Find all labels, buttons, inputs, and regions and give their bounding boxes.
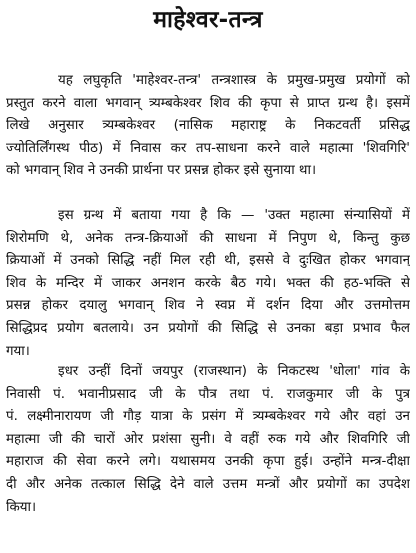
paragraph-line: ज्योतिर्लिंगस्थ पीठ) में निवास कर तप-साधना करने वाले महात्मा 'शिवगिरि': [6, 140, 410, 156]
paragraph-line: शिरोमणि थे, अनेक तन्त्र-क्रियाओं की साधना में निपुण थे, किन्तु कुछ: [6, 230, 410, 246]
paragraph-line: निवासी पं. भवानीप्रसाद जी के पौत्र तथा पं. राजकुमार जी के पुत्र: [6, 386, 410, 402]
paragraph-line: किया।: [6, 499, 37, 515]
paragraph-intro: [6, 70, 410, 183]
paragraph-line: पं. लक्ष्मीनारायण जी गौड़ यात्रा के प्रसंग में त्र्यम्बकेश्वर गये और वहां उन: [6, 409, 410, 425]
paragraph-line: गया।: [6, 343, 30, 359]
paragraph-line: इस ग्रन्थ में बताया गया है कि — 'उक्त महात्मा संन्यासियों में: [58, 208, 410, 223]
paragraph-line: को भगवान् शिव ने उनकी प्रार्थना पर प्रसन्न होकर इसे सुनाया था।: [6, 163, 317, 179]
paragraph-story: [6, 205, 410, 363]
paragraph-line: शिव के मन्दिर में जाकर अनशन करके बैठ गये। भक्त की हठ-भक्ति से: [6, 275, 410, 291]
paragraph-line: सिद्धिप्रद प्रयोग बतलाये। उन प्रयोगों की सिद्धि से उनका बड़ा प्रभाव फैल: [6, 320, 410, 336]
paragraph-line: क्रियाओं में उनको सिद्धि नहीं मिल रही थी, इससे वे दुःखित होकर भगवान्: [6, 253, 410, 269]
paragraph-line: यह लघुकृति 'माहेश्वर-तन्त्र' तन्त्रशास्त्र के प्रमुख-प्रमुख प्रयोगों को: [58, 73, 410, 88]
paragraph-line: दी और अनेक तत्काल सिद्धि देने वाले उत्तम मन्त्रों और प्रयोगों का उपदेश: [6, 476, 410, 492]
paragraph-lineage: [6, 361, 410, 519]
paragraph-line: इधर उन्हीं दिनों जयपुर (राजस्थान) के निकटस्थ 'धोला' गांव के: [58, 364, 410, 379]
paragraph-line: लिखे अनुसार त्र्यम्बकेश्वर (नासिक महाराष्ट्र के निकटवर्ती प्रसिद्ध: [6, 118, 410, 134]
paragraph-line: प्रस्तुत करने वाला भगवान् त्र्यम्बकेश्वर शिव की कृपा से प्राप्त ग्रन्थ है। इसमें: [6, 95, 410, 111]
paragraph-line: महाराज की सेवा करने लगे। यथासमय उनकी कृपा हुई। उन्होंने मन्त्र-दीक्षा: [6, 454, 410, 470]
page-title: माहेश्वर-तन्त्र: [153, 7, 263, 33]
paragraph-line: प्रसन्न होकर दयालु भगवान् शिव ने स्वप्न में दर्शन दिया और उत्तमोत्तम: [6, 298, 410, 314]
paragraph-line: महात्मा जी की चारों ओर प्रशंसा सुनी। वे वहीं रुक गये और शिवगिरि जी: [6, 431, 410, 447]
